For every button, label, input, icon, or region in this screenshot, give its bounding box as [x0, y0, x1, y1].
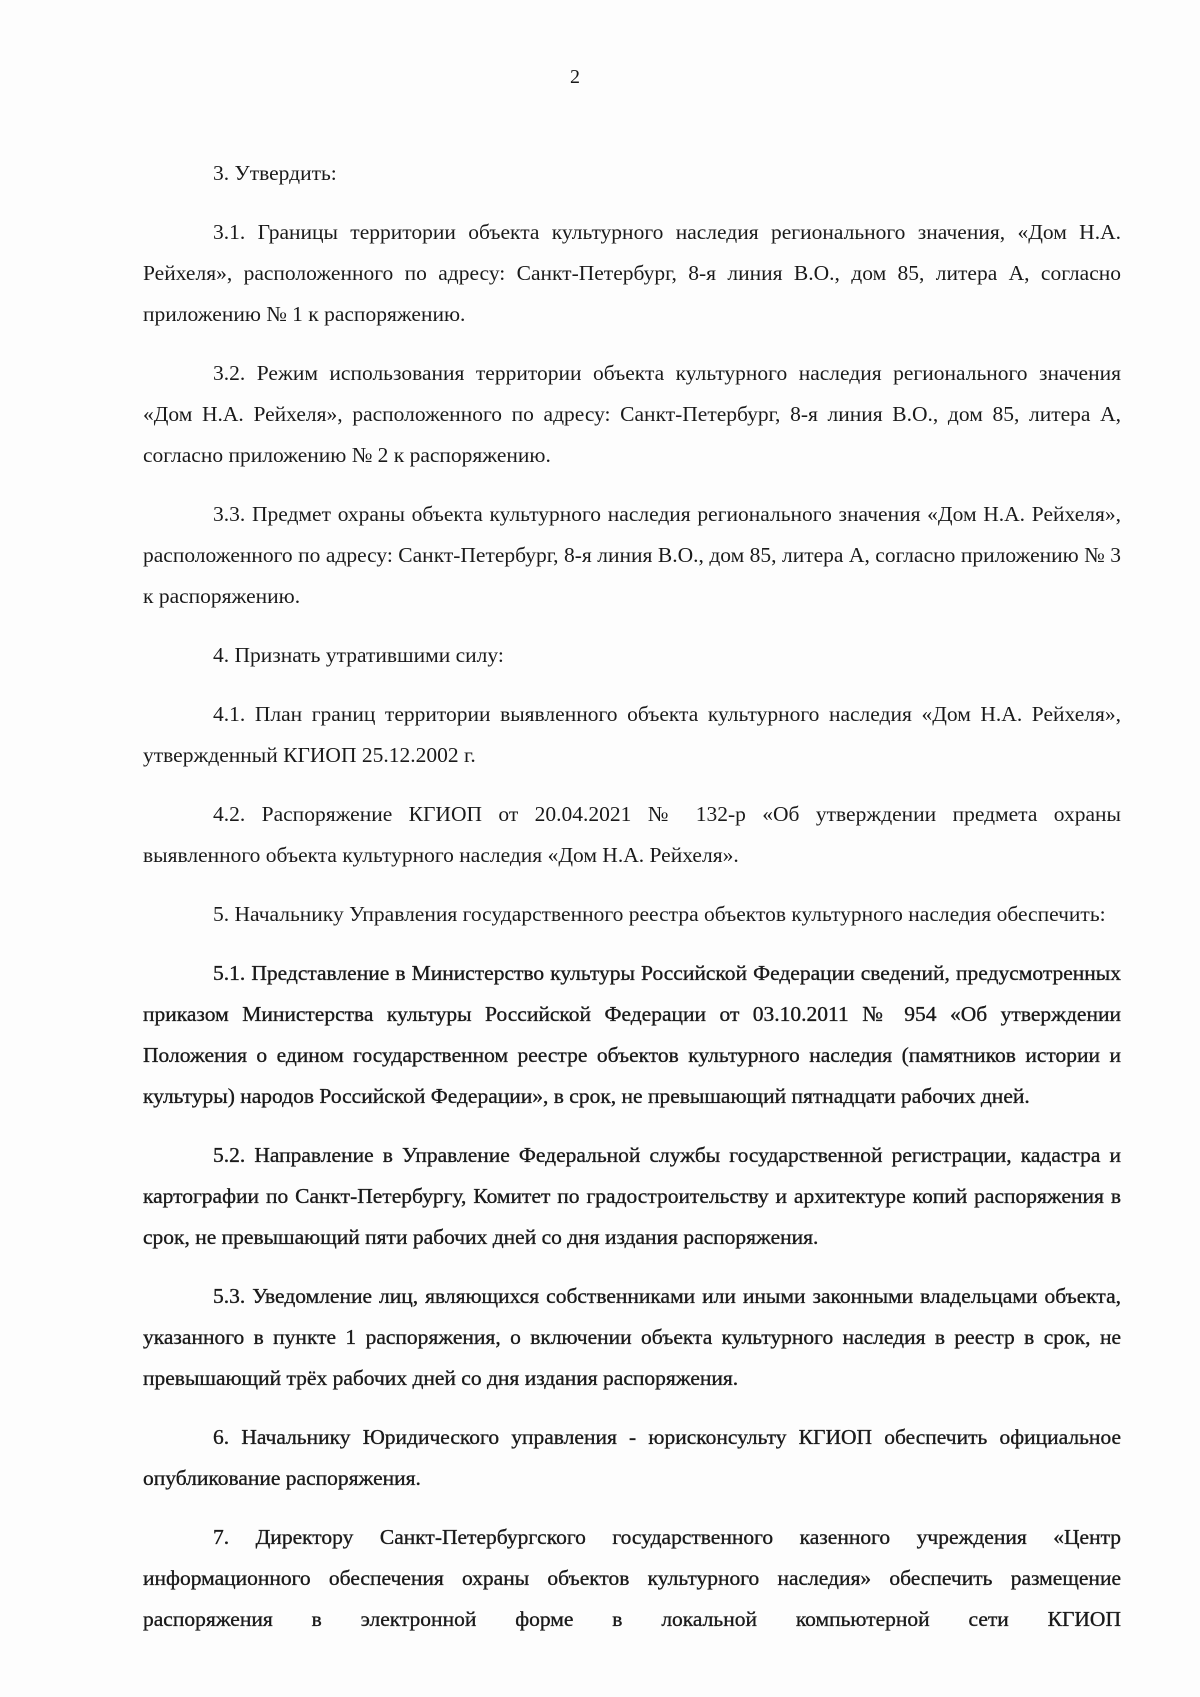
- paragraph-5-1: 5.1. Представление в Министерство культуры Российской Федерации сведений, предусмотренных приказом Министерства культуры Российской Федерации от 03.10.2011 № 954 «Об утверждении Положения о едином государственном реестре объектов культурного наследия (памятников истории и культуры) народов Российской Федерации», в срок, не превышающий пятнадцати рабочих дней.: [143, 961, 1121, 1108]
- paragraph-6: 6. Начальнику Юридического управления - юрисконсульту КГИОП обеспечить официальное опубликование распоряжения.: [143, 1425, 1121, 1490]
- paragraph-4: 4. Признать утратившими силу:: [213, 643, 504, 667]
- paragraph-7: 7. Директору Санкт-Петербургского государственного казенного учреждения «Центр информационного обеспечения охраны объектов культурного наследия» обеспечить размещение распоряжения в электронной форме в локальной компьютерной сети КГИОП: [143, 1525, 1121, 1631]
- paragraph-4-2: 4.2. Распоряжение КГИОП от 20.04.2021 № 132-р «Об утверждении предмета охраны выявленного объекта культурного наследия «Дом Н.А. Рейхеля».: [143, 802, 1121, 867]
- paragraph-5: 5. Начальнику Управления государственного реестра объектов культурного наследия обеспечить:: [213, 902, 1106, 926]
- paragraph-3-1: 3.1. Границы территории объекта культурного наследия регионального значения, «Дом Н.А. Рейхеля», расположенного по адресу: Санкт-Петербург, 8-я линия В.О., дом 85, литера А, согласно приложению № 1 к распоряжению.: [143, 220, 1121, 326]
- paragraph-5-2: 5.2. Направление в Управление Федеральной службы государственной регистрации, кадастра и картографии по Санкт-Петербургу, Комитет по градостроительству и архитектуре копий распоряжения в срок, не превышающий пяти рабочих дней со дня издания распоряжения.: [143, 1143, 1121, 1249]
- paragraph-3: 3. Утвердить:: [213, 161, 337, 185]
- paragraph-3-2: 3.2. Режим использования территории объекта культурного наследия регионального значения «Дом Н.А. Рейхеля», расположенного по адресу: Санкт-Петербург, 8-я линия В.О., дом 85, литера А, согласно приложению № 2 к распоряжению.: [143, 361, 1121, 467]
- document-body: [143, 153, 1121, 1658]
- page-number: 2: [570, 66, 580, 88]
- paragraph-5-3: 5.3. Уведомление лиц, являющихся собственниками или иными законными владельцами объекта, указанного в пункте 1 распоряжения, о включении объекта культурного наследия в реестр в срок, не превышающий трёх рабочих дней со дня издания распоряжения.: [143, 1284, 1121, 1390]
- paragraph-3-3: 3.3. Предмет охраны объекта культурного наследия регионального значения «Дом Н.А. Рейхеля», расположенного по адресу: Санкт-Петербург, 8-я линия В.О., дом 85, литера А, согласно приложению № 3 к распоряжению.: [143, 502, 1121, 608]
- paragraph-4-1: 4.1. План границ территории выявленного объекта культурного наследия «Дом Н.А. Рейхеля», утвержденный КГИОП 25.12.2002 г.: [143, 702, 1121, 767]
